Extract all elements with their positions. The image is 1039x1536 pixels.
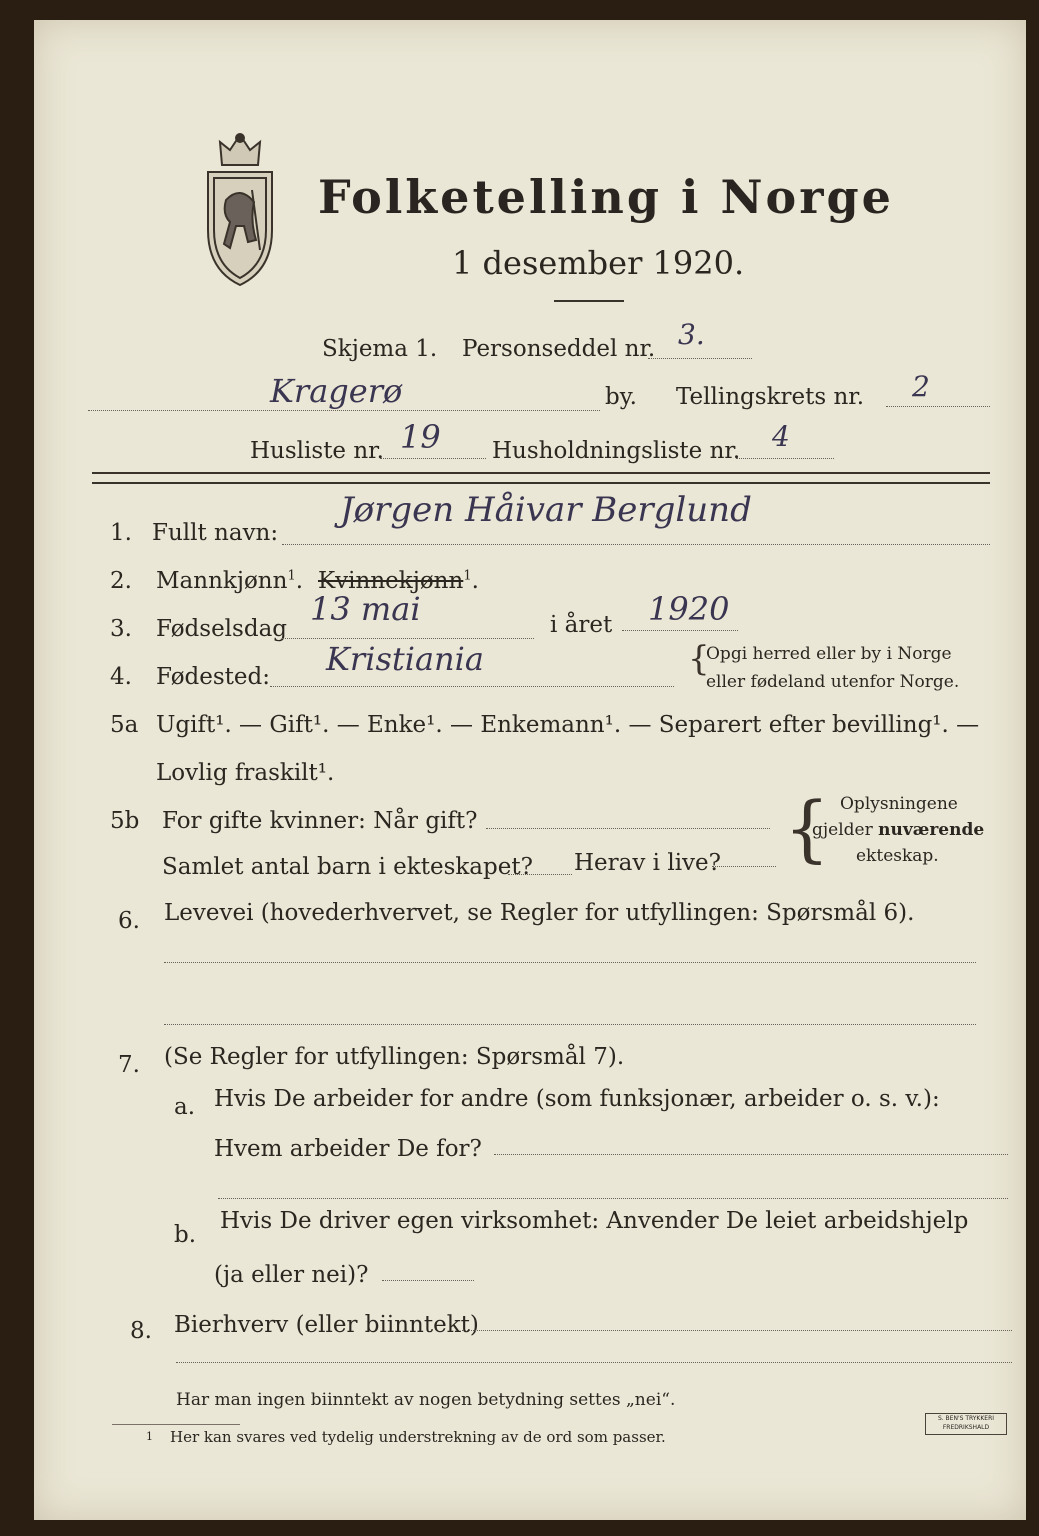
q1-line [282, 544, 990, 545]
personseddel-line [648, 358, 752, 359]
husliste-line [380, 458, 486, 459]
q5b-note-2a: gjelder [812, 820, 873, 840]
q5b-brace: { [784, 786, 830, 870]
tellingskrets-line [886, 406, 990, 407]
q1-label: Fullt navn: [152, 520, 279, 546]
q8-line-2[interactable] [176, 1362, 1012, 1363]
q3-label: Fødselsdag [156, 616, 288, 642]
q5b-note-3: ekteskap. [856, 846, 939, 866]
q7a-line-2[interactable] [218, 1198, 1008, 1199]
q8-label: Bierhverv (eller biinntekt) [174, 1312, 479, 1338]
q5b-note-1: Oplysningene [840, 794, 958, 814]
by-line [88, 410, 600, 411]
q5a-number: 5a [110, 712, 139, 738]
q3-birth-year[interactable]: 1920 [648, 590, 730, 628]
q5b-when-married-line [486, 828, 770, 829]
q6-line-2[interactable] [164, 1024, 976, 1025]
printer-stamp [925, 1413, 1007, 1435]
husliste-value[interactable]: 19 [400, 418, 441, 456]
q3-year-line [622, 630, 738, 631]
q5b-number: 5b [110, 808, 140, 834]
q5a-marital-options[interactable]: Ugift¹. — Gift¹. — Enke¹. — Enkemann¹. — Separert efter bevilling¹. — [156, 712, 980, 738]
q4-birthplace[interactable]: Kristiania [326, 640, 484, 678]
footnote-text: Her kan svares ved tydelig understrekning av de ord som passer. [170, 1428, 666, 1446]
q8-line-1[interactable] [462, 1330, 1012, 1331]
q7a-text: Hvis De arbeider for andre (som funksjonær, arbeider o. s. v.): [214, 1086, 940, 1112]
q4-brace: { [688, 639, 710, 679]
by-label: by. [605, 384, 637, 410]
q5b-note-2b: nuværende [878, 820, 985, 840]
q4-line [270, 686, 674, 687]
husholdning-label: Husholdningsliste nr. [492, 438, 741, 464]
q5b-children-line [508, 874, 572, 875]
census-date: 1 desember 1920. [452, 244, 745, 282]
title-divider [554, 300, 624, 302]
q6-number: 6. [118, 908, 140, 934]
q3-number: 3. [110, 616, 132, 642]
q6-line-1[interactable] [164, 962, 976, 963]
q4-number: 4. [110, 664, 132, 690]
husholdning-value[interactable]: 4 [772, 420, 790, 453]
q5b-alive-label: Herav i live? [574, 850, 721, 876]
personseddel-value[interactable]: 3. [678, 318, 705, 351]
q5b-alive-line [712, 866, 776, 867]
q8-number: 8. [130, 1318, 152, 1344]
husliste-label: Husliste nr. [250, 438, 384, 464]
tellingskrets-label: Tellingskrets nr. [676, 384, 865, 410]
q3-year-label: i året [550, 612, 613, 638]
header-divider-2 [92, 482, 990, 484]
q2-number: 2. [110, 568, 132, 594]
q1-number: 1. [110, 520, 132, 546]
q3-birth-day[interactable]: 13 mai [310, 590, 421, 628]
q4-note-1: Opgi herred eller by i Norge [706, 644, 952, 664]
q7b-text-2: (ja eller nei)? [214, 1262, 369, 1288]
q5b-children-label: Samlet antal barn i ekteskapet? [162, 854, 533, 880]
printer-stamp-line-1: S. BEN'S TRYKKERI [937, 1415, 995, 1422]
q5b-when-married-label: For gifte kvinner: Når gift? [162, 808, 478, 834]
header-divider-1 [92, 472, 990, 474]
husholdning-line [736, 458, 834, 459]
q6-label: Levevei (hovederhvervet, se Regler for utfyllingen: Spørsmål 6). [164, 900, 915, 926]
q1-full-name[interactable]: Jørgen Håivar Berglund [340, 490, 752, 530]
footnote-rule [112, 1424, 240, 1425]
tellingskrets-value[interactable]: 2 [912, 370, 930, 403]
personseddel-label: Personseddel nr. [462, 336, 656, 362]
q2-female-label: Kvinnekjønn [318, 568, 464, 594]
q7a-number: a. [174, 1094, 196, 1120]
q5a-marital-options-2[interactable]: Lovlig fraskilt¹. [156, 760, 335, 786]
q7b-number: b. [174, 1222, 197, 1248]
footnote-number: 1 [146, 1430, 153, 1443]
q2-male-label: Mannkjønn [156, 568, 288, 594]
q3-line [282, 638, 534, 639]
q5b-note-2 [812, 820, 984, 840]
q2-option-female[interactable]: Kvinnekjønn$^1$. [318, 568, 479, 594]
q2-option-male[interactable]: Mannkjønn$^1$. [156, 568, 304, 594]
form-title: Folketelling i Norge [318, 170, 894, 224]
q7a-line-1[interactable] [494, 1154, 1008, 1155]
coat-of-arms-icon [190, 130, 290, 290]
printer-stamp-line-2: FREDRIKSHALD [942, 1424, 990, 1431]
q7b-text: Hvis De driver egen virksomhet: Anvender De leiet arbeidshjelp [220, 1208, 969, 1234]
q7b-line[interactable] [382, 1280, 474, 1281]
biinntekt-note: Har man ingen biinntekt av nogen betydning settes „nei“. [176, 1390, 676, 1410]
q7a-text-2: Hvem arbeider De for? [214, 1136, 482, 1162]
q7-number: 7. [118, 1052, 140, 1078]
skjema-label: Skjema 1. [322, 336, 438, 362]
q4-note-2: eller fødeland utenfor Norge. [706, 672, 960, 692]
q4-label: Fødested: [156, 664, 271, 690]
by-value[interactable]: Kragerø [270, 372, 403, 410]
q7-label: (Se Regler for utfyllingen: Spørsmål 7). [164, 1044, 625, 1070]
